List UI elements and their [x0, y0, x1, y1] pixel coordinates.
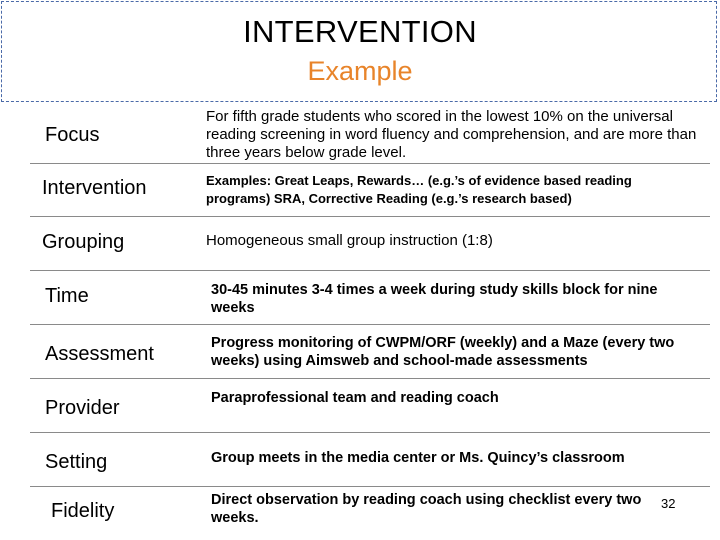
- row-text-setting: Group meets in the media center or Ms. Quincy’s classroom: [211, 450, 625, 466]
- row-divider: [30, 486, 710, 487]
- row-divider: [30, 378, 710, 379]
- row-label-setting: Setting: [45, 451, 108, 473]
- row-divider: [30, 270, 710, 271]
- slide-subtitle: Example: [307, 56, 413, 86]
- row-label-provider: Provider: [45, 397, 120, 419]
- row-divider: [30, 163, 710, 164]
- row-text-intervention: Examples: Great Leaps, Rewards… (e.g.’s of evidence based reading programs) SRA, Corrective Reading (e.g.’s research based): [206, 173, 632, 206]
- row-text-assessment: Progress monitoring of CWPM/ORF (weekly) and a Maze (every two weeks) using Aimsweb and school-made assessments: [211, 335, 675, 369]
- row-label-assessment: Assessment: [45, 343, 154, 365]
- row-divider: [30, 432, 710, 433]
- row-text-focus: For fifth grade students who scored in the lowest 10% on the universal reading screening in word fluency and comprehension, and are more than three years below grade level.: [206, 108, 697, 161]
- row-text-provider: Paraprofessional team and reading coach: [211, 390, 499, 406]
- page-number: 32: [661, 496, 676, 511]
- row-text-time: 30-45 minutes 3-4 times a week during study skills block for nine weeks: [211, 282, 658, 316]
- row-label-fidelity: Fidelity: [51, 500, 115, 522]
- row-text-fidelity: Direct observation by reading coach using checklist every two weeks.: [211, 492, 642, 526]
- row-label-intervention: Intervention: [42, 177, 147, 199]
- row-divider: [30, 216, 710, 217]
- row-text-grouping: Homogeneous small group instruction (1:8): [206, 232, 493, 249]
- row-label-focus: Focus: [45, 124, 100, 146]
- slide-title: INTERVENTION: [243, 14, 477, 49]
- row-label-time: Time: [45, 285, 89, 307]
- row-label-grouping: Grouping: [42, 231, 125, 253]
- row-divider: [30, 324, 710, 325]
